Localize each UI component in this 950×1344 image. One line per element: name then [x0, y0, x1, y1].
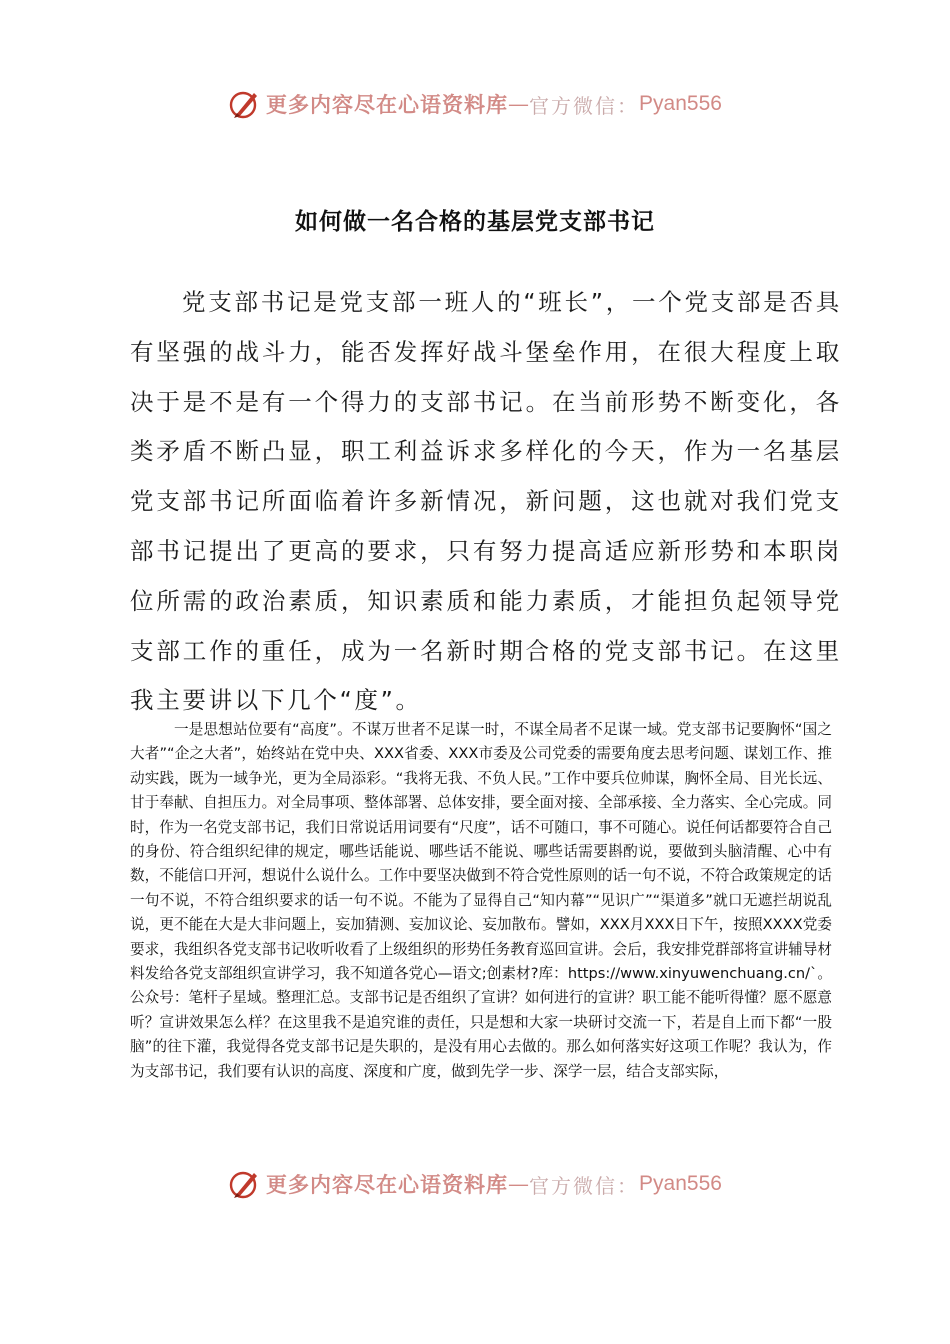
document-title: 如何做一名合格的基层党支部书记 — [295, 209, 655, 235]
banner-wechat-id: Pyan556 — [639, 92, 722, 115]
footer-watermark-banner — [0, 1162, 950, 1206]
banner-wechat-id: Pyan556 — [639, 1172, 722, 1195]
pen-quill-logo-icon — [228, 1167, 262, 1201]
banner-slogan: 更多内容尽在心语资料库 — [266, 92, 509, 117]
banner-wechat-label: 官方微信： — [529, 93, 640, 118]
banner-wechat-label: 官方微信： — [529, 1173, 640, 1198]
banner-slogan: 更多内容尽在心语资料库 — [266, 1172, 509, 1197]
header-watermark-banner — [0, 82, 950, 126]
banner-dash: — — [508, 92, 530, 116]
body-paragraph: 一是思想站位要有“高度”。不谋万世者不足谋一时，不谋全局者不足谋一域。党支部书记要胸怀“国之大者”“企之大者”，始终站在党中央、XXX省委、XXX市委及公司党委的需要角度去思考问题、谋划工作、推动实践，既为一域争光，更为全局添彩。“我将无我、不负人民。”工作中要兵位帅谋，胸怀全局、目光长远、甘于奉献、自担压力。对全局事项、整体部署、总体安排，要全面对接、全部承接、全力落实、全心完成。同时，作为一名党支部书记，我们日常说话用词要有“尺度”，话不可随口，事不可随心。说任何话都要符合自己的身份、符合组织纪律的规定，哪些话能说、哪些话不能说、哪些话需要斟酌说，要做到头脑清醒、心中有数，不能信口开河，想说什么说什么。工作中要坚决做到不符合党性原则的话一句不说，不符合政策规定的话一句不说，不符合组织要求的话一句不说。不能为了显得自己“知内幕”“见识广”“渠道多”就口无遮拦胡说乱说，更不能在大是大非问题上，妄加猜测、妄加议论、妄加散布。譬如，XXX月XXX日下午，按照XXXX党委要求，我组织各党支部书记收听收看了上级组织的形势任务教育巡回宣讲。会后，我安排党群部将宣讲辅导材料发给各党支部组织宣讲学习，我不知道各党心—语文;创素材?库：https://www.xinyuwenchuang.cn/`。公众号：笔杆子星域。整理汇总。支部书记是否组织了宣讲？如何进行的宣讲？职工能不能听得懂？愿不愿意听？宣讲效果怎么样？在这里我不是追究谁的责任，只是想和大家一块研讨交流一下，若是自上而下都“一股脑”的往下灌，我觉得各党支部书记是失职的，是没有用心去做的。那么如何落实好这项工作呢？我认为，作为支部书记，我们要有认识的高度、深度和广度，做到先学一步、深学一层，结合支部实际， — [130, 721, 832, 1080]
pen-quill-logo-icon — [228, 87, 262, 121]
lead-paragraph: 党支部书记是党支部一班人的“班长”，一个党支部是否具有坚强的战斗力，能否发挥好战斗堡垒作用，在很大程度上取决于是不是有一个得力的支部书记。在当前形势不断变化，各类矛盾不断凸显，职工利益诉求多样化的今天，作为一名基层党支部书记所面临着许多新情况，新问题，这也就对我们党支部书记提出了更高的要求，只有努力提高适应新形势和本职岗位所需的政治素质，知识素质和能力素质，才能担负起领导党支部工作的重任，成为一名新时期合格的党支部书记。在这里我主要讲以下几个“度”。 — [130, 288, 842, 715]
banner-dash: — — [508, 1172, 530, 1196]
